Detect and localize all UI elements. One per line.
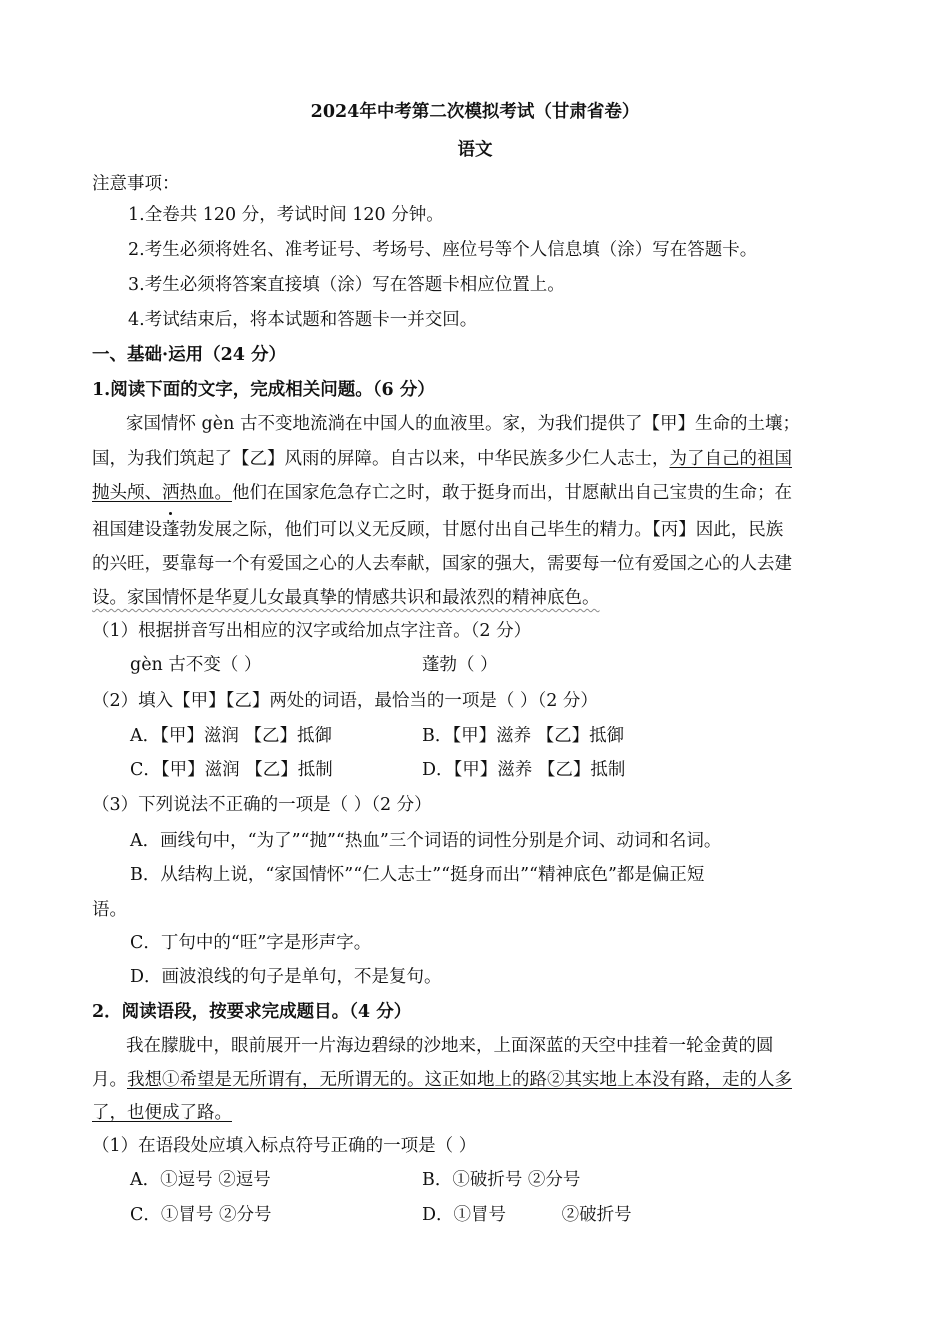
option-b[interactable]: B．【甲】滋养 【乙】抵御 bbox=[422, 726, 625, 746]
underlined-sentence: 为了自己的祖国 bbox=[669, 449, 792, 469]
option-a[interactable]: A．【甲】滋润 【乙】抵御 bbox=[130, 726, 332, 746]
subject-title: 语文 bbox=[457, 140, 493, 160]
exam-title: 2024年中考第二次模拟考试（甘肃省卷） bbox=[310, 102, 640, 122]
notice-item: 3.考生必须将答案直接填（涂）写在答题卡相应位置上。 bbox=[128, 275, 565, 295]
wavy-underlined-sentence: 设。家国情怀是华夏儿女最真挚的情感共识和最浓烈的精神底色。 bbox=[92, 588, 600, 608]
passage-line: 的兴旺，要靠每一个有爱国之心的人去奉献，国家的强大，需要每一位有爱国之心的人去建 bbox=[92, 554, 792, 574]
passage-line bbox=[92, 1101, 232, 1125]
option-d[interactable]: D．画波浪线的句子是单句，不是复句。 bbox=[130, 967, 442, 987]
underlined-sentence: 我想①希望是无所谓有，无所谓无的。这正如地上的路②其实地上本没有路，走的人多 bbox=[127, 1070, 792, 1090]
dotted-character: 蓬 bbox=[162, 520, 180, 540]
subquestion-stem: （1）根据拼音写出相应的汉字或给加点字注音。（2 分） bbox=[92, 621, 532, 641]
notice-heading: 注意事项： bbox=[92, 174, 180, 194]
option-b[interactable]: B．①破折号 ②分号 bbox=[422, 1170, 581, 1190]
passage-line: 我在朦胧中，眼前展开一片海边碧绿的沙地来，上面深蓝的天空中挂着一轮金黄的圆 bbox=[126, 1036, 774, 1056]
option-b[interactable]: B．从结构上说，“家国情怀”“仁人志士”“挺身而出”“精神底色”都是偏正短 bbox=[130, 865, 705, 885]
option-d[interactable]: D．【甲】滋养 【乙】抵制 bbox=[422, 760, 626, 780]
option-b-continued: 语。 bbox=[92, 900, 127, 920]
option-row bbox=[130, 758, 626, 782]
passage-line bbox=[92, 1068, 792, 1092]
notice-item: 1.全卷共 120 分，考试时间 120 分钟。 bbox=[128, 205, 444, 225]
passage-text: 国，为我们筑起了【乙】风雨的屏障。自古以来，中华民族多少仁人志士， bbox=[92, 449, 670, 469]
passage-line bbox=[92, 481, 792, 505]
option-row bbox=[130, 1203, 632, 1227]
passage-text: 他们在国家危急存亡之时，敢于挺身而出，甘愿献出自己宝贵的生命；在 bbox=[232, 483, 792, 503]
passage-text: 勃发展之际，他们可以义无反顾，甘愿付出自己毕生的精力。【丙】因此，民族 bbox=[179, 520, 784, 540]
passage-line bbox=[92, 447, 792, 471]
option-d[interactable]: D．①冒号 ②破折号 bbox=[422, 1205, 632, 1225]
option-c[interactable]: C．丁句中的“旺”字是形声字。 bbox=[130, 933, 372, 953]
answer-blank-gen[interactable]: gèn 古不变（ ） bbox=[130, 655, 262, 675]
answer-blank bbox=[130, 653, 498, 677]
option-row bbox=[130, 724, 625, 748]
passage-line bbox=[92, 518, 783, 542]
option-c[interactable]: C．①冒号 ②分号 bbox=[130, 1205, 272, 1225]
passage-text: 祖国建设 bbox=[92, 520, 162, 540]
section-heading: 一、基础·运用（24 分） bbox=[92, 345, 287, 365]
notice-item: 4.考试结束后，将本试题和答题卡一并交回。 bbox=[128, 310, 478, 330]
underlined-sentence: 抛头颅、洒热血。 bbox=[92, 483, 232, 503]
question-2-heading: 2．阅读语段，按要求完成题目。（4 分） bbox=[92, 1002, 412, 1022]
option-row bbox=[130, 1168, 581, 1192]
answer-blank-pengbo[interactable]: 蓬勃（ ） bbox=[422, 655, 498, 675]
subquestion-stem: （3）下列说法不正确的一项是（ ）（2 分） bbox=[92, 795, 432, 815]
question-1-heading: 1.阅读下面的文字，完成相关问题。（6 分） bbox=[92, 380, 435, 400]
subquestion-stem: （1）在语段处应填入标点符号正确的一项是（ ） bbox=[92, 1136, 477, 1156]
passage-line: 家国情怀 gèn 古不变地流淌在中国人的血液里。家，为我们提供了【甲】生命的土壤； bbox=[126, 414, 800, 434]
passage-text: 月。 bbox=[92, 1070, 127, 1090]
option-a[interactable]: A．①逗号 ②逗号 bbox=[130, 1170, 271, 1190]
subquestion-stem: （2）填入【甲】【乙】两处的词语，最恰当的一项是（ ）（2 分） bbox=[92, 691, 598, 711]
option-a[interactable]: A．画线句中，“为了”“抛”“热血”三个词语的词性分别是介词、动词和名词。 bbox=[130, 831, 722, 851]
option-c[interactable]: C．【甲】滋润 【乙】抵制 bbox=[130, 760, 333, 780]
underlined-sentence: 了，也便成了路。 bbox=[92, 1103, 232, 1123]
passage-line bbox=[92, 586, 600, 610]
notice-item: 2.考生必须将姓名、准考证号、考场号、座位号等个人信息填（涂）写在答题卡。 bbox=[128, 240, 758, 260]
